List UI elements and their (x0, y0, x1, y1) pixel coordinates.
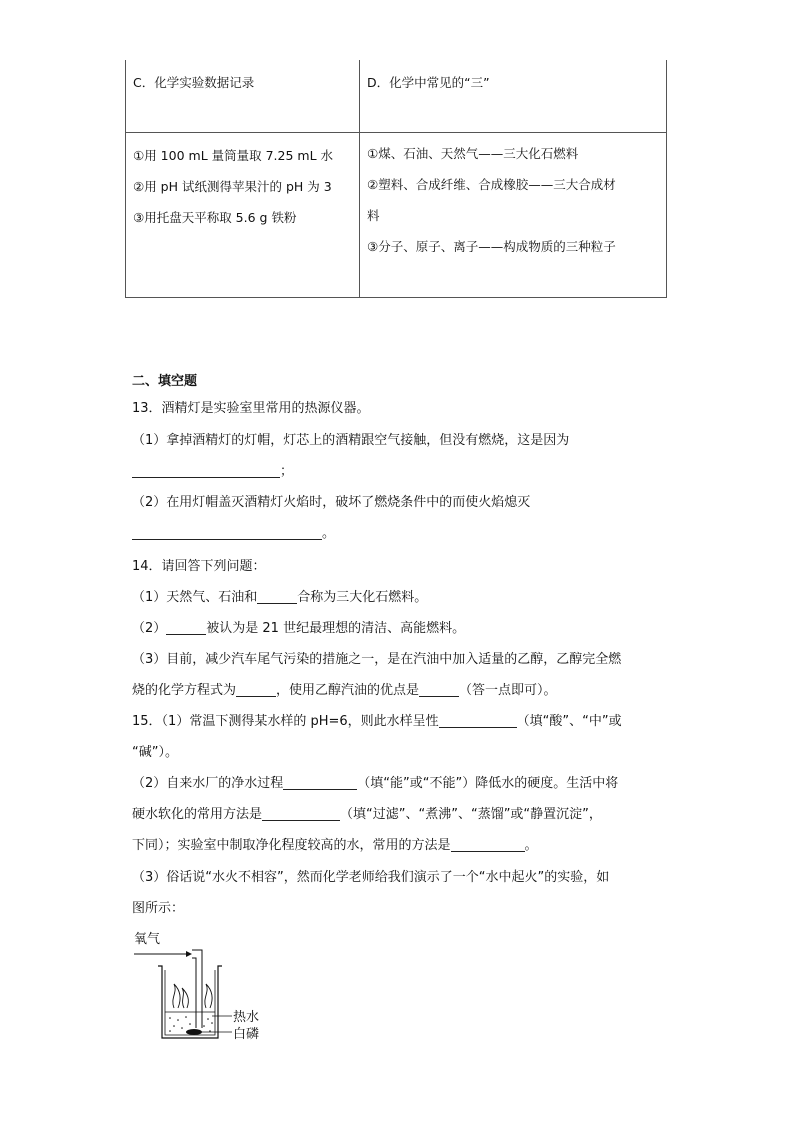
beaker-inner (165, 970, 215, 1035)
q13-part2-end: 。 (322, 526, 336, 541)
q14-part3-text-c: （答一点即可）。 (459, 683, 557, 698)
q14-part2 (132, 619, 465, 639)
table-c-item: ③用托盘天平称取 5.6 g 铁粉 (133, 210, 297, 225)
q13-part2: （2）在用灯帽盖灭酒精灯火焰时，破坏了燃烧条件中的而使火焰熄灭 (132, 495, 531, 510)
answer-blank[interactable] (132, 463, 280, 478)
answer-blank[interactable] (236, 682, 276, 697)
table-border-left (125, 60, 126, 298)
table-d-item: ③分子、原子、离子——构成物质的三种粒子 (367, 239, 616, 254)
arrow-head-icon (186, 951, 192, 957)
table-header-d: D．化学中常见的“三” (367, 75, 490, 90)
table-header-c: C．化学实验数据记录 (133, 75, 255, 90)
q15-part1-text-a: 15．（1）常温下测得某水样的 pH=6，则此水样呈性 (132, 714, 439, 729)
q14-stem: 14．请回答下列问题： (132, 559, 266, 574)
q13-part2-answer (132, 524, 335, 544)
experiment-figure (132, 928, 272, 1046)
answer-blank[interactable] (166, 620, 206, 635)
q14-part2-text-a: （2） (132, 621, 167, 636)
white-phosphorus (186, 1029, 202, 1035)
table-c-list (133, 140, 333, 233)
q14-part3-text-a: 烧的化学方程式为 (132, 683, 237, 698)
q14-part1-text-b: 合称为三大化石燃料。 (297, 590, 428, 605)
answer-blank[interactable] (451, 837, 525, 852)
answer-blank[interactable] (439, 713, 517, 728)
q15-part1-line2: “碱”）。 (132, 745, 178, 760)
flame-icon (173, 984, 180, 1008)
q14-part3-text-b: ，使用乙醇汽油的优点是 (276, 683, 420, 698)
q15-part1-text-b: （填“酸”、“中”或 (516, 714, 622, 729)
q15-part2-text-d: （填“过滤”、“煮沸”、“蒸馏”或“静置沉淀”， (340, 807, 602, 822)
q15-part3-line1: （3）俗话说“水火不相容”，然而化学老师给我们演示了一个“水中起火”的实验，如 (132, 870, 610, 885)
answer-blank[interactable] (257, 589, 297, 604)
table-column-divider (359, 60, 360, 298)
comparison-table (125, 60, 667, 298)
q15-part1 (132, 712, 622, 732)
q14-part1 (132, 588, 427, 608)
q15-part2-line3 (132, 836, 538, 856)
flame-icon (205, 984, 212, 1008)
section-title: 二、填空题 (132, 374, 198, 389)
answer-blank[interactable] (132, 525, 322, 540)
white-phosphorus-label: 白磷 (233, 1027, 260, 1042)
q15-part2-text-e: 下同）；实验室中制取净化程度较高的水，常用的方法是 (132, 838, 451, 853)
q13-part1-end: ； (280, 464, 294, 479)
table-border-bottom (125, 297, 667, 298)
q15-part2-line1 (132, 774, 618, 794)
gas-tube (192, 950, 202, 1028)
answer-blank[interactable] (283, 775, 357, 790)
table-d-list (367, 138, 616, 262)
table-c-item: ①用 100 mL 量筒量取 7.25 mL 水 (133, 148, 334, 163)
table-d-item: ②塑料、合成纤维、合成橡胶——三大合成材 (367, 177, 616, 192)
table-d-item: 料 (367, 208, 380, 223)
q14-part3-line2 (132, 681, 557, 701)
q14-part1-text-a: （1）天然气、石油和 (132, 590, 258, 605)
table-row-divider (125, 132, 667, 133)
table-d-item: ①煤、石油、天然气——三大化石燃料 (367, 146, 579, 161)
q15-part2-line2 (132, 805, 602, 825)
answer-blank[interactable] (419, 682, 459, 697)
q15-part3-line2: 图所示： (132, 901, 185, 916)
beaker-diagram (132, 928, 272, 1046)
table-c-item: ②用 pH 试纸测得苹果汁的 pH 为 3 (133, 179, 332, 194)
q13-part1-answer (132, 462, 293, 482)
q13-part1: （1）拿掉酒精灯的灯帽，灯芯上的酒精跟空气接触，但没有燃烧，这是因为 (132, 433, 570, 448)
q15-part2-text-a: （2）自来水厂的净水过程 (132, 776, 284, 791)
q15-part2-text-c: 硬水软化的常用方法是 (132, 807, 263, 822)
flame-icon (182, 988, 188, 1008)
q14-part2-text-b: 被认为是 21 世纪最理想的清洁、高能燃料。 (206, 621, 466, 636)
q14-part3-line1: （3）目前，减少汽车尾气污染的措施之一，是在汽油中加入适量的乙醇，乙醇完全燃 (132, 652, 622, 667)
answer-blank[interactable] (262, 806, 340, 821)
q13-stem: 13．酒精灯是实验室里常用的热源仪器。 (132, 401, 370, 416)
beaker-outer (158, 966, 222, 1038)
q15-part2-text-f: 。 (524, 838, 538, 853)
hot-water-label: 热水 (233, 1010, 260, 1025)
table-border-right (666, 60, 667, 298)
q15-part2-text-b: （填“能”或“不能”）降低水的硬度。生活中将 (357, 776, 619, 791)
oxygen-label: 氧气 (134, 932, 161, 947)
